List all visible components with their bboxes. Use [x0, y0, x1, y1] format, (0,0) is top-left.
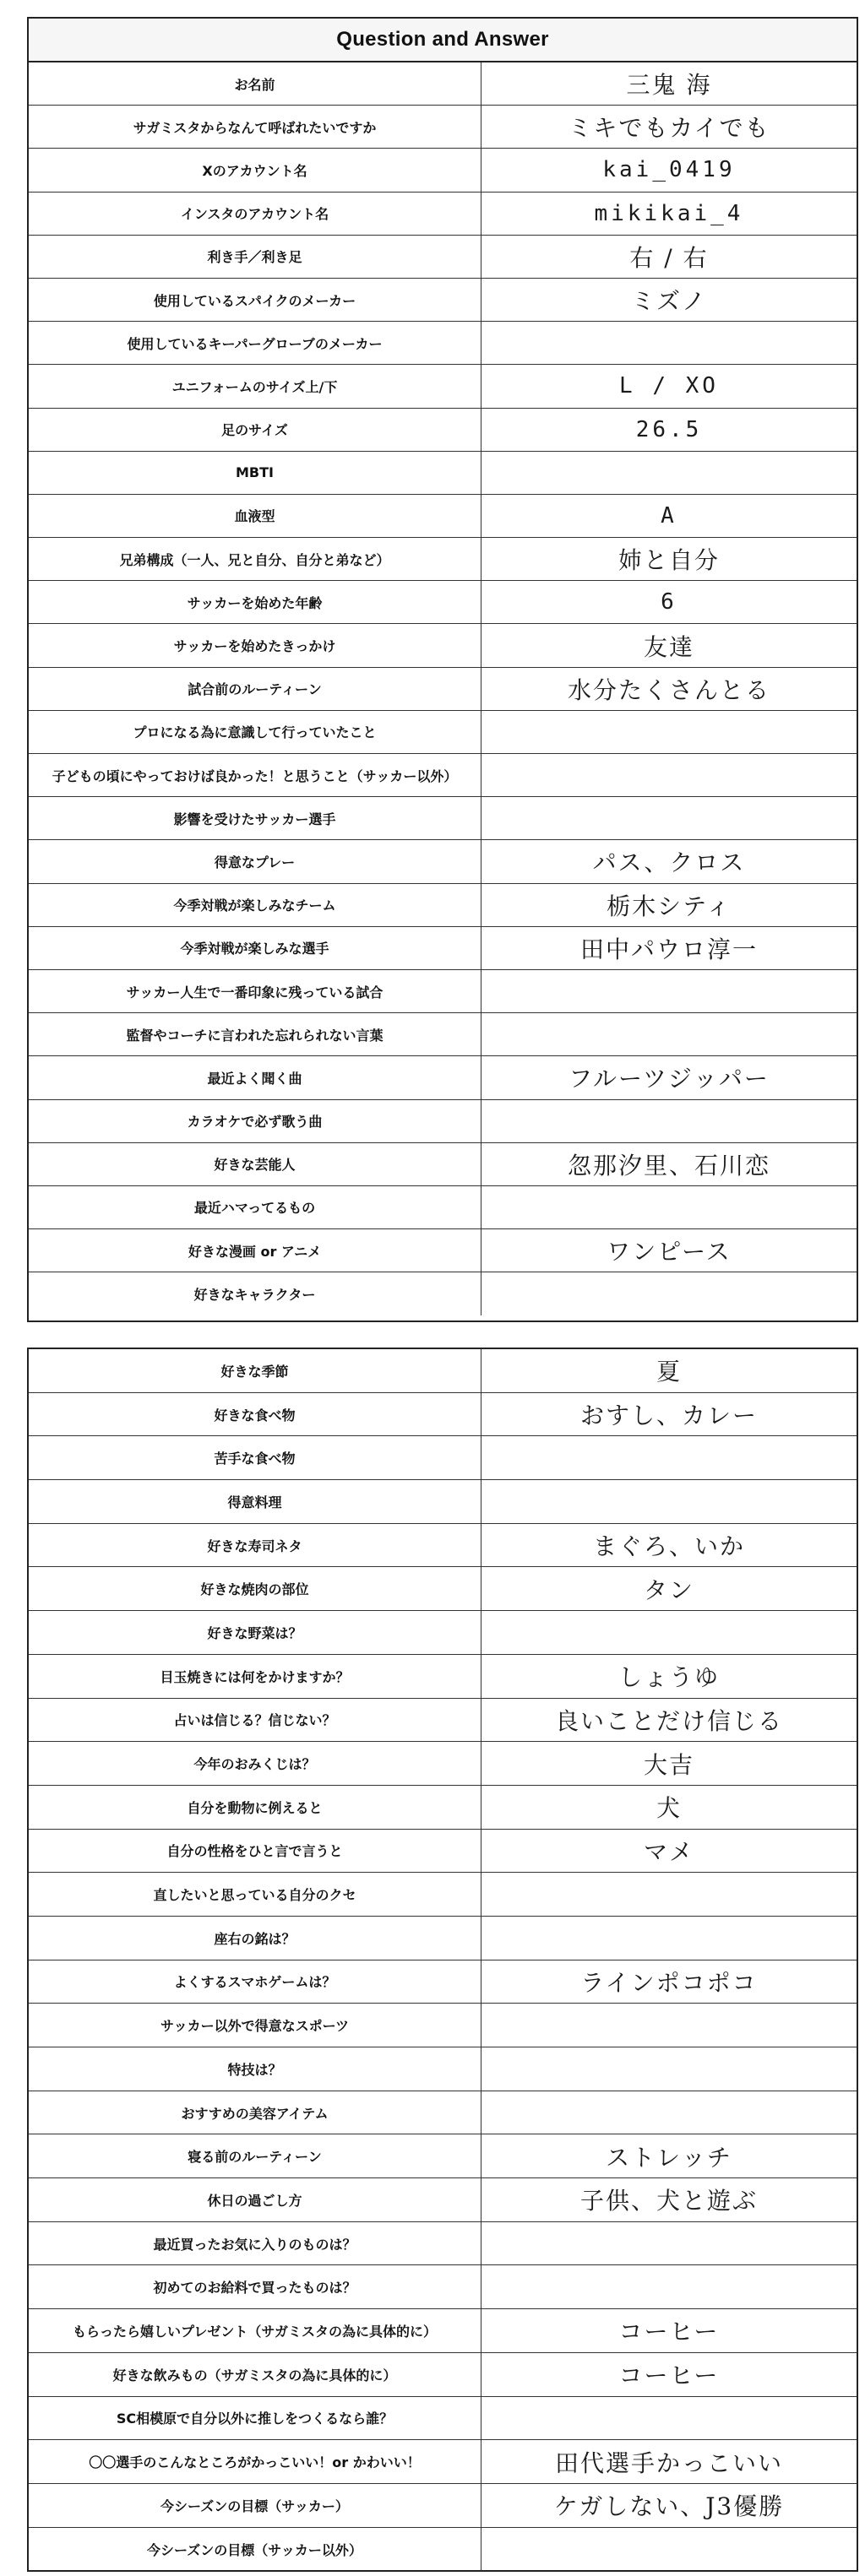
- handwritten-answer: 忽那汐里、石川恋: [567, 1151, 770, 1180]
- handwritten-answer: 三鬼 海: [626, 71, 712, 100]
- handwritten-answer: ミズノ: [630, 287, 707, 316]
- questionnaire-sheet-2: [27, 1348, 858, 2572]
- table-row: [29, 538, 857, 581]
- handwritten-answer: [481, 1480, 857, 1523]
- question-label: おすすめの美容アイテム: [29, 2091, 481, 2134]
- question-label: 直したいと思っている自分のクセ: [29, 1873, 481, 1916]
- handwritten-answer: マメ: [643, 1837, 694, 1866]
- handwritten-answer: 右 / 右: [629, 243, 709, 272]
- table-row: [29, 1524, 857, 1568]
- table-row: [29, 754, 857, 797]
- handwritten-answer: しょうゆ: [617, 1663, 720, 1692]
- table-row: [29, 1917, 857, 1960]
- handwritten-answer: [481, 797, 857, 839]
- question-label: サッカーを始めた年齢: [29, 581, 481, 623]
- question-label: サッカーを始めたきっかけ: [29, 624, 481, 666]
- handwritten-answer: 26.5: [635, 416, 703, 442]
- table-row: [29, 1143, 857, 1186]
- table-row: [29, 409, 857, 452]
- table-row: [29, 236, 857, 279]
- question-label: サガミスタからなんて呼ばれたいですか: [29, 106, 481, 148]
- table-row: [29, 1742, 857, 1786]
- handwritten-answer: ミキでもカイでも: [568, 114, 770, 143]
- question-label: 好きな漫画 or アニメ: [29, 1229, 481, 1272]
- handwritten-answer: ケガしない、J3優勝: [553, 2492, 785, 2521]
- question-label: プロになる為に意識して行っていたこと: [29, 711, 481, 753]
- question-label: 自分の性格をひと言で言うと: [29, 1830, 481, 1873]
- question-label: 好きな焼肉の部位: [29, 1567, 481, 1610]
- table-row: [29, 1699, 857, 1743]
- handwritten-answer: まぐろ、いか: [592, 1532, 745, 1561]
- handwritten-answer: [481, 754, 857, 796]
- table-row: [29, 1393, 857, 1437]
- table-row: [29, 2397, 857, 2441]
- question-label: 使用しているスパイクのメーカー: [29, 279, 481, 321]
- table-row: [29, 711, 857, 754]
- question-label: 座右の銘は？: [29, 1917, 481, 1960]
- table-row: [29, 2528, 857, 2572]
- question-label: 監督やコーチに言われた忘れられない言葉: [29, 1013, 481, 1055]
- question-label: MBTI: [29, 452, 481, 494]
- handwritten-answer: おすし、カレー: [579, 1402, 758, 1430]
- question-label: 好きな季節: [29, 1349, 481, 1392]
- question-table-2: [29, 1349, 857, 2571]
- table-row: [29, 884, 857, 927]
- handwritten-answer: [481, 2004, 857, 2047]
- table-row: [29, 2484, 857, 2528]
- question-label: 得意なプレー: [29, 840, 481, 882]
- question-label: よくするスマホゲームは？: [29, 1960, 481, 2004]
- question-label: 好きな寿司ネタ: [29, 1524, 481, 1567]
- table-row: [29, 2309, 857, 2353]
- handwritten-answer: 大吉: [643, 1750, 694, 1779]
- question-label: 今シーズンの目標（サッカー以外）: [29, 2528, 481, 2572]
- question-label: 試合前のルーティーン: [29, 668, 481, 710]
- handwritten-answer: 友達: [643, 632, 694, 661]
- form-title: Question and Answer: [29, 19, 857, 62]
- question-label: 利き手／利き足: [29, 236, 481, 278]
- question-label: 使用しているキーパーグローブのメーカー: [29, 322, 481, 364]
- handwritten-answer: ラインポコポコ: [580, 1968, 758, 1997]
- handwritten-answer: [481, 1272, 857, 1315]
- handwritten-answer: 姉と自分: [617, 546, 720, 575]
- table-row: [29, 106, 857, 149]
- handwritten-answer: [481, 2091, 857, 2134]
- table-row: [29, 2091, 857, 2135]
- handwritten-answer: [481, 1013, 857, 1055]
- question-label: カラオケで必ず歌う曲: [29, 1100, 481, 1142]
- handwritten-answer: mikikai_4: [594, 200, 744, 226]
- question-label: 占いは信じる？信じない？: [29, 1699, 481, 1742]
- table-row: [29, 1229, 857, 1272]
- question-label: ユニフォームのサイズ上/下: [29, 365, 481, 407]
- handwritten-answer: 子供、犬と遊ぶ: [579, 2187, 758, 2215]
- question-label: 今季対戦が楽しみな選手: [29, 927, 481, 969]
- question-label: 今シーズンの目標（サッカー）: [29, 2484, 481, 2527]
- question-label: 寝る前のルーティーン: [29, 2134, 481, 2177]
- handwritten-answer: [481, 1186, 857, 1228]
- question-label: 今季対戦が楽しみなチーム: [29, 884, 481, 926]
- table-row: [29, 149, 857, 192]
- question-label: SC相模原で自分以外に推しをつくるなら誰？: [29, 2397, 481, 2440]
- handwritten-answer: [481, 711, 857, 753]
- question-label: 今年のおみくじは？: [29, 1742, 481, 1785]
- question-label: サッカー人生で一番印象に残っている試合: [29, 970, 481, 1012]
- handwritten-answer: フルーツジッパー: [569, 1065, 770, 1093]
- question-label: 特技は？: [29, 2047, 481, 2091]
- table-row: [29, 1349, 857, 1393]
- handwritten-answer: 田代選手かっこいい: [554, 2449, 783, 2477]
- question-label: 好きな食べ物: [29, 1393, 481, 1436]
- table-row: [29, 1611, 857, 1655]
- question-label: インスタのアカウント名: [29, 193, 481, 235]
- table-row: [29, 1960, 857, 2004]
- table-row: [29, 495, 857, 538]
- table-row: [29, 581, 857, 624]
- handwritten-answer: [481, 2528, 857, 2572]
- handwritten-answer: [481, 1611, 857, 1654]
- table-row: [29, 2134, 857, 2178]
- handwritten-answer: [481, 1436, 857, 1479]
- question-label: 子どもの頃にやっておけば良かった！と思うこと（サッカー以外）: [29, 754, 481, 796]
- table-row: [29, 322, 857, 365]
- handwritten-answer: [481, 2047, 857, 2091]
- question-label: 最近よく聞く曲: [29, 1056, 481, 1098]
- table-row: [29, 624, 857, 667]
- question-table-1: [29, 62, 857, 1315]
- table-row: [29, 365, 857, 408]
- table-row: [29, 2440, 857, 2484]
- handwritten-answer: 栃木シティ: [607, 892, 732, 920]
- table-row: [29, 1873, 857, 1917]
- question-label: 最近買ったお気に入りのものは？: [29, 2222, 481, 2265]
- question-label: 影響を受けたサッカー選手: [29, 797, 481, 839]
- handwritten-answer: [481, 2265, 857, 2308]
- handwritten-answer: 良いことだけ信じる: [554, 1706, 783, 1735]
- question-label: 血液型: [29, 495, 481, 537]
- table-row: [29, 1567, 857, 1611]
- handwritten-answer: kai_0419: [602, 157, 736, 183]
- table-row: [29, 2353, 857, 2397]
- question-label: 休日の過ごし方: [29, 2178, 481, 2221]
- handwritten-answer: L / XO: [619, 373, 719, 399]
- question-label: 苦手な食べ物: [29, 1436, 481, 1479]
- handwritten-answer: [481, 1873, 857, 1916]
- table-row: [29, 1655, 857, 1699]
- handwritten-answer: [481, 2222, 857, 2265]
- table-row: [29, 927, 857, 970]
- table-row: [29, 2265, 857, 2309]
- question-label: 目玉焼きには何をかけますか？: [29, 1655, 481, 1698]
- question-label: 好きな飲みもの（サガミスタの為に具体的に）: [29, 2353, 481, 2396]
- table-row: [29, 1436, 857, 1480]
- table-row: [29, 668, 857, 711]
- table-row: [29, 1272, 857, 1315]
- table-row: [29, 2178, 857, 2222]
- question-label: Xのアカウント名: [29, 149, 481, 191]
- handwritten-answer: [481, 2397, 857, 2440]
- table-row: [29, 279, 857, 322]
- table-row: [29, 1480, 857, 1524]
- question-label: もらったら嬉しいプレゼント（サガミスタの為に具体的に）: [29, 2309, 481, 2352]
- question-label: 好きなキャラクター: [29, 1272, 481, 1315]
- table-row: [29, 1056, 857, 1099]
- handwritten-answer: [481, 1100, 857, 1142]
- table-row: [29, 1830, 857, 1874]
- handwritten-answer: ワンピース: [607, 1238, 732, 1266]
- table-row: [29, 2047, 857, 2091]
- handwritten-answer: 水分たくさんとる: [567, 675, 770, 704]
- table-row: [29, 1100, 857, 1143]
- handwritten-answer: [481, 322, 857, 364]
- handwritten-answer: 田中パウロ淳一: [579, 935, 758, 963]
- handwritten-answer: タン: [643, 1575, 694, 1604]
- question-label: 最近ハマってるもの: [29, 1186, 481, 1228]
- table-row: [29, 193, 857, 236]
- questionnaire-sheet-1: [27, 17, 858, 1322]
- question-label: 〇〇選手のこんなところがかっこいい！or かわいい！: [29, 2440, 481, 2483]
- table-row: [29, 452, 857, 495]
- handwritten-answer: 6: [661, 589, 677, 616]
- question-label: 足のサイズ: [29, 409, 481, 451]
- table-row: [29, 1013, 857, 1056]
- question-label: お名前: [29, 62, 481, 105]
- handwritten-answer: [481, 1917, 857, 1960]
- handwritten-answer: パス、クロス: [592, 849, 746, 877]
- table-row: [29, 1786, 857, 1830]
- handwritten-answer: [481, 970, 857, 1012]
- handwritten-answer: ストレッチ: [606, 2143, 732, 2172]
- question-label: 得意料理: [29, 1480, 481, 1523]
- table-row: [29, 840, 857, 883]
- handwritten-answer: コーヒー: [618, 2318, 720, 2346]
- question-label: 初めてのお給料で買ったものは？: [29, 2265, 481, 2308]
- table-row: [29, 2222, 857, 2266]
- table-row: [29, 2004, 857, 2047]
- question-label: 好きな野菜は？: [29, 1611, 481, 1654]
- handwritten-answer: 犬: [656, 1794, 682, 1823]
- handwritten-answer: [481, 452, 857, 494]
- table-row: [29, 970, 857, 1013]
- question-label: サッカー以外で得意なスポーツ: [29, 2004, 481, 2047]
- question-label: 好きな芸能人: [29, 1143, 481, 1185]
- handwritten-answer: A: [661, 502, 677, 529]
- table-row: [29, 1186, 857, 1229]
- handwritten-answer: 夏: [656, 1358, 682, 1386]
- handwritten-answer: コーヒー: [618, 2362, 720, 2390]
- table-row: [29, 797, 857, 840]
- table-row: [29, 62, 857, 106]
- question-label: 兄弟構成（一人、兄と自分、自分と弟など）: [29, 538, 481, 580]
- question-label: 自分を動物に例えると: [29, 1786, 481, 1829]
